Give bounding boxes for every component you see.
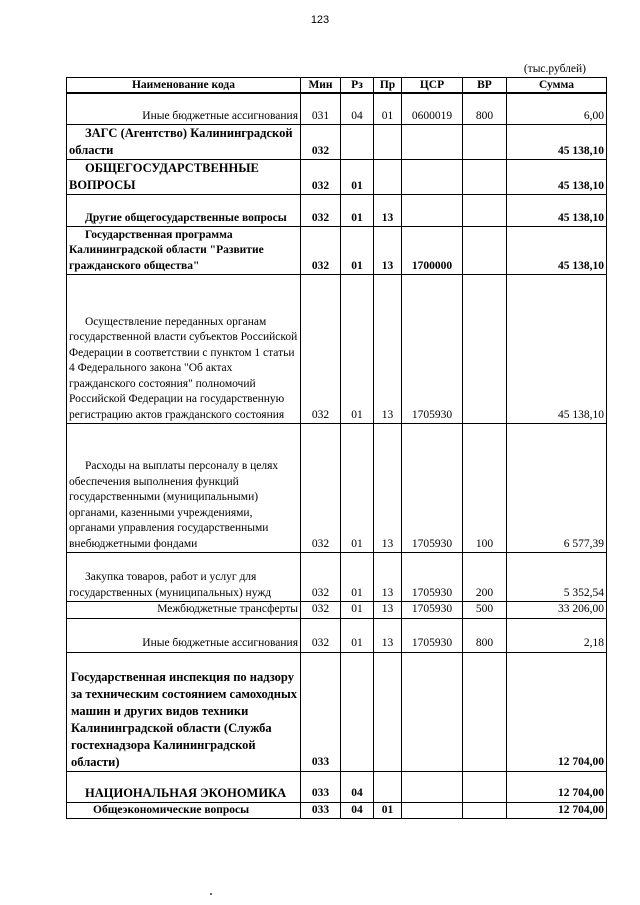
- row-name: Общеэкономические вопросы: [67, 802, 301, 819]
- row-vr: 800: [463, 618, 507, 652]
- row-name: ЗАГС (Агентство) Калининградской области: [67, 125, 301, 160]
- row-rz: 01: [341, 553, 374, 602]
- page-number: 123: [310, 14, 330, 26]
- row-sum: 45 138,10: [507, 195, 607, 227]
- row-rz: 01: [341, 618, 374, 652]
- row-sum: 45 138,10: [507, 227, 607, 275]
- header-vr: ВР: [463, 78, 507, 94]
- row-name: Иные бюджетные ассигнования: [67, 93, 301, 125]
- row-rz: [341, 125, 374, 160]
- table-row: [67, 275, 607, 424]
- row-vr: [463, 195, 507, 227]
- header-rz: Рз: [341, 78, 374, 94]
- row-sum: 2,18: [507, 618, 607, 652]
- table-row: [67, 227, 607, 275]
- row-csr: [402, 802, 463, 819]
- row-csr: 0600019: [402, 93, 463, 125]
- row-min: 032: [301, 275, 341, 424]
- row-rz: [341, 652, 374, 771]
- header-csr: ЦСР: [402, 78, 463, 94]
- row-vr: [463, 160, 507, 195]
- row-sum: 45 138,10: [507, 160, 607, 195]
- row-sum: 6 577,39: [507, 424, 607, 553]
- row-csr: 1705930: [402, 602, 463, 619]
- table-row: [67, 602, 607, 619]
- table-row: [67, 125, 607, 160]
- row-csr: [402, 771, 463, 802]
- row-name: Осуществление переданных органам государственной власти субъектов Российской Федерации в соответствии с пунктом 1 статьи 4 Федерального закона "Об актах гражданского состояния" полномочий Российской Федерации на государственную регистрацию актов гражданского состояния: [67, 275, 301, 424]
- row-pr: 13: [374, 553, 402, 602]
- row-sum: 5 352,54: [507, 553, 607, 602]
- table-row: [67, 618, 607, 652]
- row-vr: [463, 771, 507, 802]
- row-rz: 01: [341, 227, 374, 275]
- row-csr: 1705930: [402, 553, 463, 602]
- row-vr: [463, 652, 507, 771]
- header-sum: Сумма: [507, 78, 607, 94]
- row-name: Межбюджетные трансферты: [67, 602, 301, 619]
- row-min: 032: [301, 125, 341, 160]
- row-vr: [463, 275, 507, 424]
- row-name: Государственная программа Калининградской области "Развитие гражданского общества": [67, 227, 301, 275]
- scan-speck: [210, 893, 212, 895]
- row-vr: 500: [463, 602, 507, 619]
- row-csr: 1705930: [402, 424, 463, 553]
- table-row: [67, 160, 607, 195]
- header-name: Наименование кода: [67, 78, 301, 94]
- row-name: НАЦИОНАЛЬНАЯ ЭКОНОМИКА: [67, 771, 301, 802]
- row-sum: 12 704,00: [507, 802, 607, 819]
- row-name: Другие общегосударственные вопросы: [67, 195, 301, 227]
- table-row: [67, 195, 607, 227]
- row-pr: 13: [374, 618, 402, 652]
- budget-table: [66, 77, 607, 819]
- row-rz: 01: [341, 275, 374, 424]
- header-min: Мин: [301, 78, 341, 94]
- table-row: [67, 652, 607, 771]
- row-vr: [463, 125, 507, 160]
- row-pr: 13: [374, 195, 402, 227]
- row-csr: [402, 160, 463, 195]
- row-min: 032: [301, 553, 341, 602]
- row-pr: 13: [374, 275, 402, 424]
- row-sum: 12 704,00: [507, 771, 607, 802]
- row-vr: [463, 227, 507, 275]
- row-sum: 6,00: [507, 93, 607, 125]
- row-name: Закупка товаров, работ и услуг для государственных (муниципальных) нужд: [67, 553, 301, 602]
- row-rz: 04: [341, 93, 374, 125]
- row-pr: 13: [374, 227, 402, 275]
- row-min: 032: [301, 227, 341, 275]
- row-pr: 13: [374, 424, 402, 553]
- row-csr: [402, 125, 463, 160]
- table-row: [67, 424, 607, 553]
- header-pr: Пр: [374, 78, 402, 94]
- row-name: Расходы на выплаты персоналу в целях обеспечения выполнения функций государственными (муниципальными) органами, казенными учреждениями, органами управления государственными внебюджетными фондами: [67, 424, 301, 553]
- row-min: 032: [301, 160, 341, 195]
- row-rz: 01: [341, 160, 374, 195]
- table-header: [67, 78, 607, 94]
- row-vr: 200: [463, 553, 507, 602]
- row-vr: 100: [463, 424, 507, 553]
- row-min: 032: [301, 618, 341, 652]
- row-min: 033: [301, 771, 341, 802]
- row-min: 033: [301, 802, 341, 819]
- table-row: [67, 553, 607, 602]
- row-rz: 04: [341, 771, 374, 802]
- row-csr: [402, 652, 463, 771]
- row-min: 032: [301, 195, 341, 227]
- row-pr: [374, 160, 402, 195]
- row-pr: 13: [374, 602, 402, 619]
- row-min: 032: [301, 602, 341, 619]
- table-row: [67, 771, 607, 802]
- row-name: ОБЩЕГОСУДАРСТВЕННЫЕ ВОПРОСЫ: [67, 160, 301, 195]
- row-vr: 800: [463, 93, 507, 125]
- row-sum: 33 206,00: [507, 602, 607, 619]
- row-csr: 1705930: [402, 275, 463, 424]
- row-pr: [374, 125, 402, 160]
- table-row: [67, 93, 607, 125]
- row-name: Государственная инспекция по надзору за техническим состоянием самоходных машин и других видов техники Калининградской области (Служба гостехнадзора Калининградской области): [67, 652, 301, 771]
- row-pr: [374, 652, 402, 771]
- row-csr: 1700000: [402, 227, 463, 275]
- row-name: Иные бюджетные ассигнования: [67, 618, 301, 652]
- row-rz: 01: [341, 195, 374, 227]
- units-label: (тыс.рублей): [523, 63, 586, 75]
- row-rz: 04: [341, 802, 374, 819]
- row-sum: 45 138,10: [507, 125, 607, 160]
- row-pr: 01: [374, 802, 402, 819]
- row-csr: [402, 195, 463, 227]
- row-csr: 1705930: [402, 618, 463, 652]
- row-pr: 01: [374, 93, 402, 125]
- row-rz: 01: [341, 602, 374, 619]
- row-vr: [463, 802, 507, 819]
- row-min: 031: [301, 93, 341, 125]
- row-rz: 01: [341, 424, 374, 553]
- row-sum: 45 138,10: [507, 275, 607, 424]
- row-sum: 12 704,00: [507, 652, 607, 771]
- table-row: [67, 802, 607, 819]
- row-min: 033: [301, 652, 341, 771]
- row-pr: [374, 771, 402, 802]
- row-min: 032: [301, 424, 341, 553]
